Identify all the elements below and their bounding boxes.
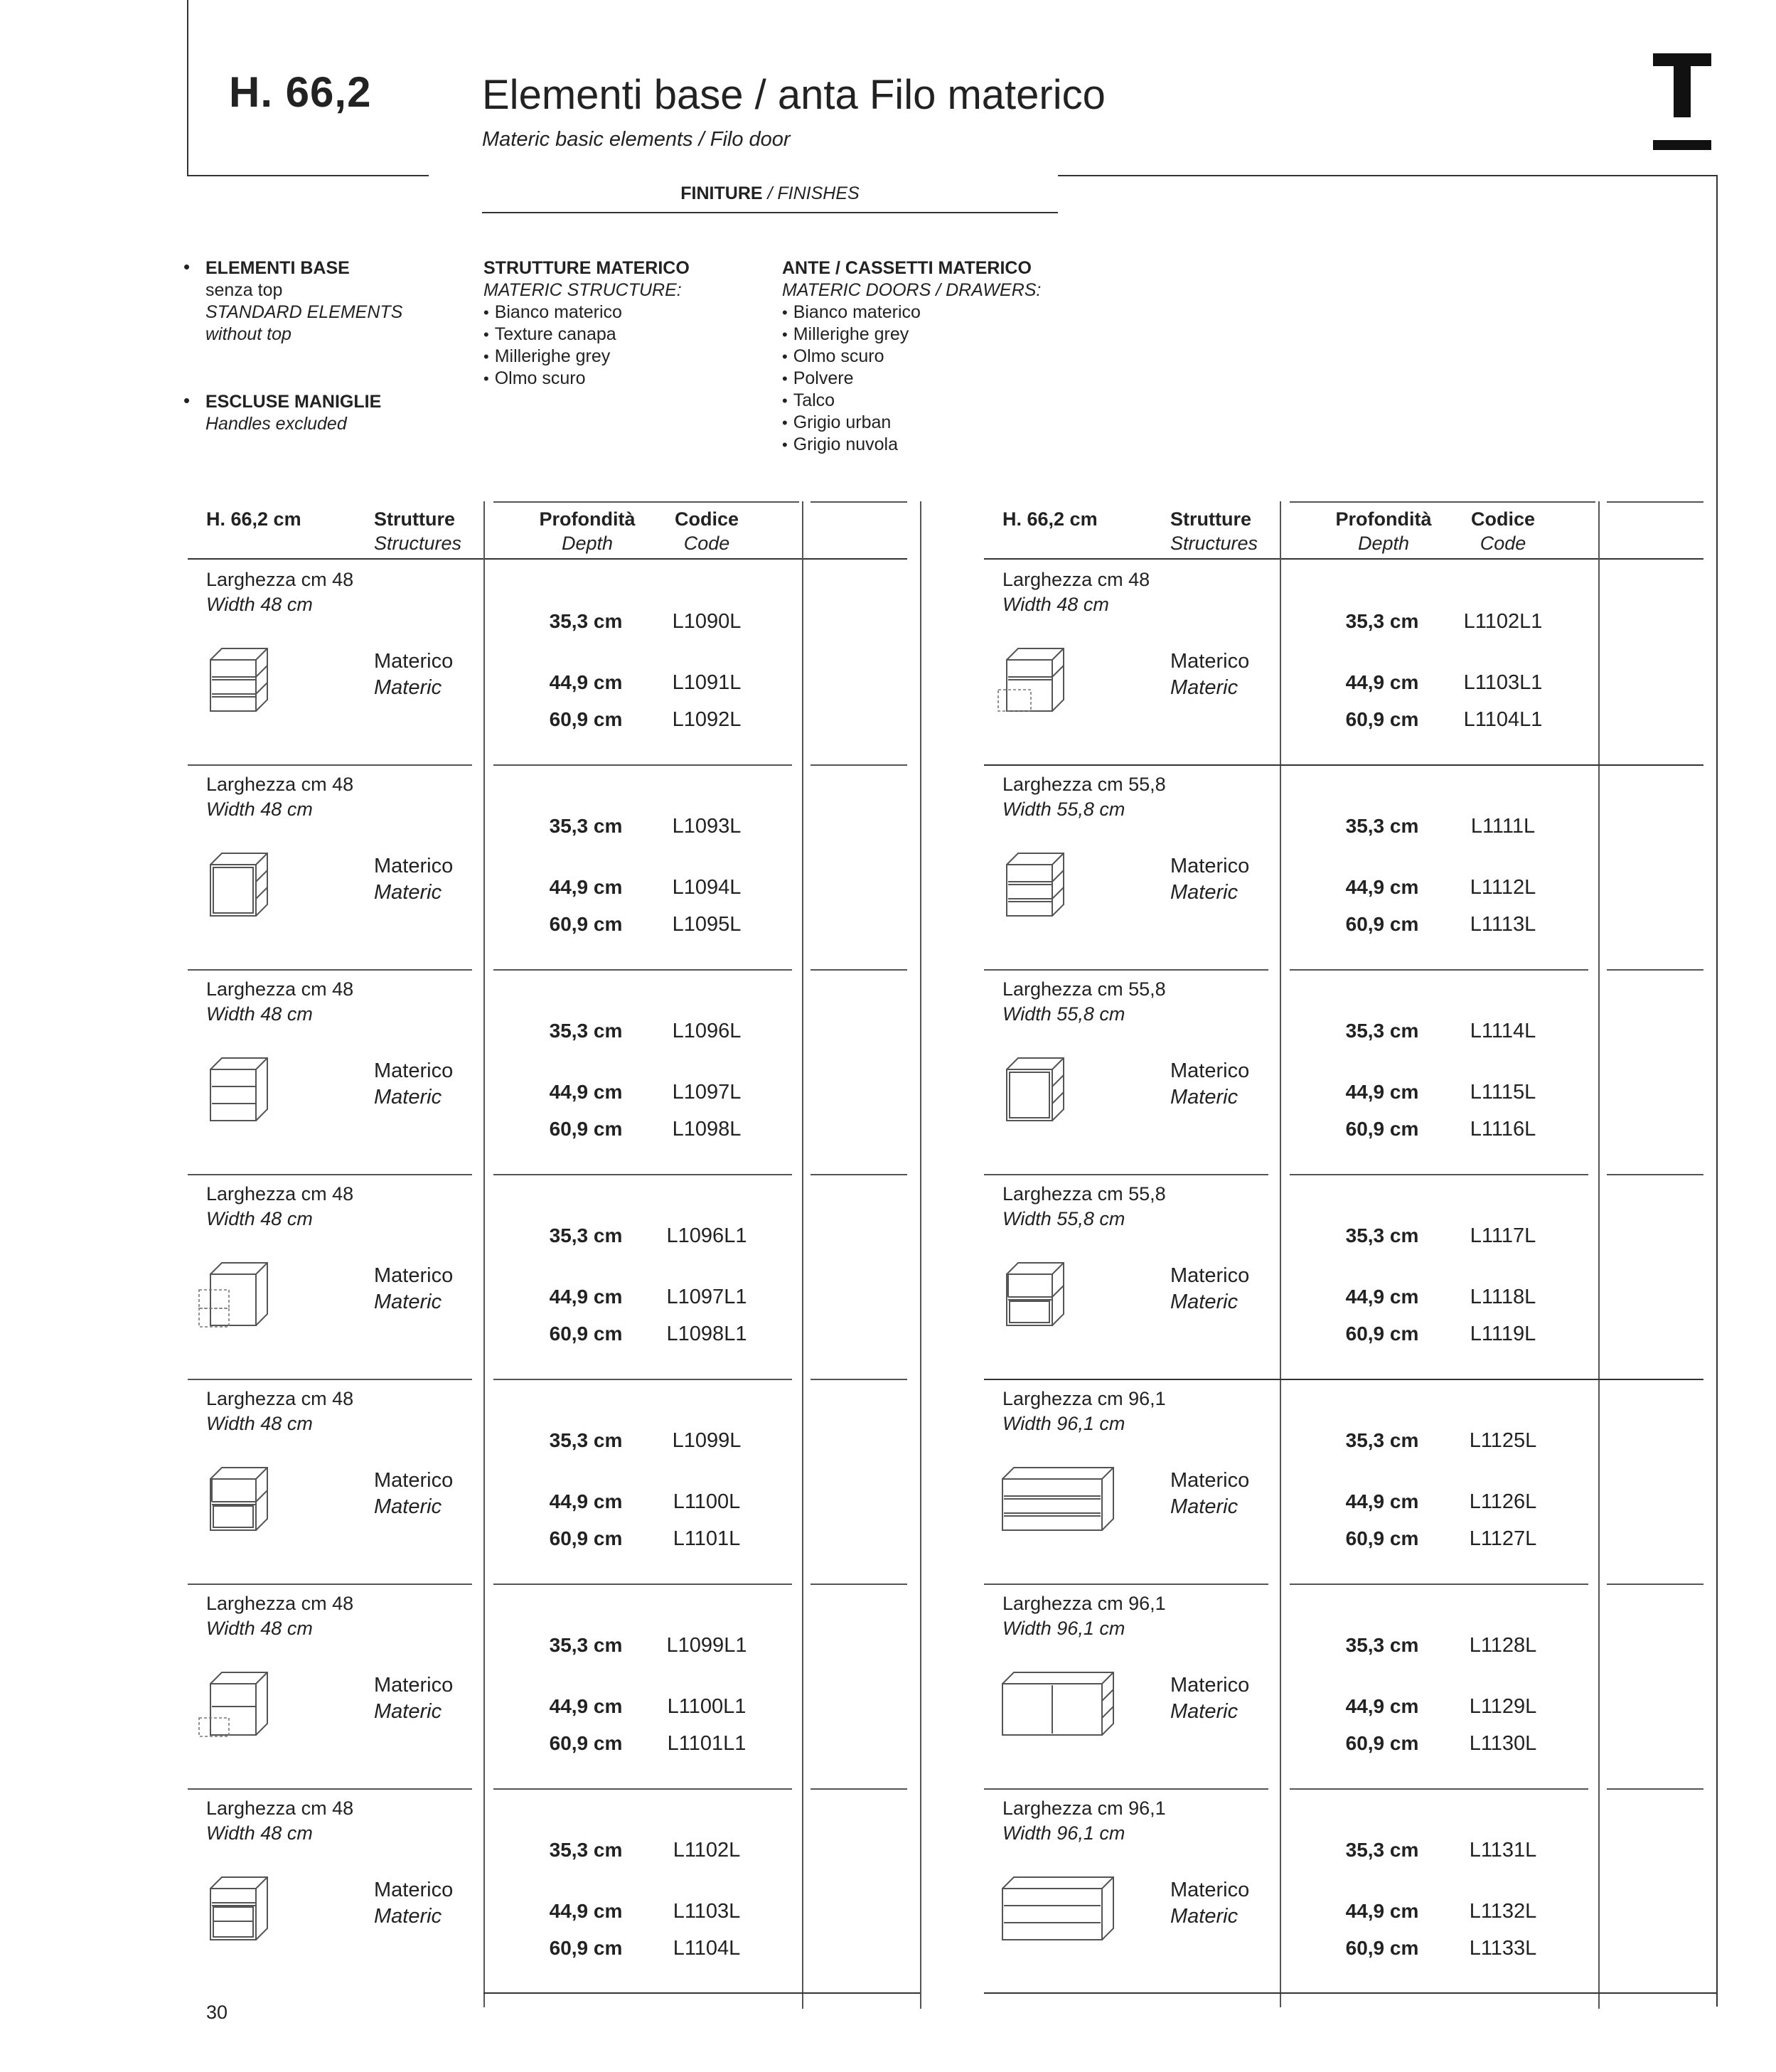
left-depth-value: 35,3 cm bbox=[549, 1839, 623, 1861]
left-depth-value: 35,3 cm bbox=[549, 610, 623, 632]
right-row-structure bbox=[1170, 1263, 1249, 1315]
frame-left-vertical bbox=[187, 0, 188, 176]
left-product-code: L1100L bbox=[673, 1490, 741, 1513]
structure-en: Materic bbox=[1170, 1495, 1239, 1518]
right-row-separator bbox=[1290, 969, 1588, 971]
structure-en: Materic bbox=[374, 1495, 442, 1518]
left-row-separator bbox=[811, 764, 907, 766]
depth-header-en: Depth bbox=[1357, 533, 1410, 554]
width-it: Larghezza cm 96,1 bbox=[1002, 1593, 1166, 1614]
left-product-code: L1098L1 bbox=[666, 1323, 747, 1345]
width-en: Width 55,8 cm bbox=[1002, 1003, 1125, 1025]
left-depth-value: 44,9 cm bbox=[549, 1081, 623, 1103]
open-shelf-inner-drawer-icon bbox=[1005, 643, 1066, 714]
depth-header-it: Profondità bbox=[539, 508, 636, 530]
right-table-bottom-rule bbox=[984, 1992, 1716, 1994]
right-depth-value: 44,9 cm bbox=[1345, 1286, 1419, 1308]
left-product-code: L1093L bbox=[672, 815, 742, 838]
width-en: Width 96,1 cm bbox=[1002, 1618, 1125, 1639]
right-depth-value: 60,9 cm bbox=[1345, 1732, 1419, 1754]
finishes-label: / FINISHES bbox=[767, 183, 860, 203]
left-product-code: L1092L bbox=[672, 708, 742, 731]
left-product-code: L1102L bbox=[673, 1839, 741, 1862]
left-row-width-label bbox=[206, 567, 353, 617]
left-row-separator bbox=[493, 1788, 792, 1790]
right-row-width-label bbox=[1002, 567, 1150, 617]
left-row-width-label bbox=[206, 1796, 353, 1846]
right-header-top-rule-last bbox=[1607, 501, 1703, 503]
right-depth-value: 35,3 cm bbox=[1345, 1839, 1419, 1861]
structure-it: Materico bbox=[374, 1059, 454, 1082]
width-en: Width 55,8 cm bbox=[1002, 799, 1125, 820]
elementi-base-line1: senza top bbox=[205, 280, 283, 300]
ante-finish-item: • Millerighe grey bbox=[782, 324, 1041, 346]
right-product-code: L1103L1 bbox=[1463, 671, 1543, 694]
right-row-width-label bbox=[1002, 1182, 1166, 1232]
right-row-structure bbox=[1170, 1672, 1249, 1725]
right-depth-value: 44,9 cm bbox=[1345, 876, 1419, 898]
structure-it: Materico bbox=[1170, 1879, 1250, 1901]
three-drawers-icon bbox=[209, 1052, 270, 1123]
left-column-divider bbox=[920, 501, 921, 2009]
left-product-code: L1104L bbox=[673, 1937, 741, 1960]
finiture-underline bbox=[482, 212, 1058, 213]
left-header-top-rule bbox=[493, 501, 799, 503]
ante-finish-item: • Polvere bbox=[782, 368, 1041, 390]
wide-open-shelves-icon bbox=[1024, 1462, 1085, 1533]
ante-block bbox=[782, 257, 1041, 456]
right-depth-value: 44,9 cm bbox=[1345, 1900, 1419, 1922]
right-table-height-header: H. 66,2 cm bbox=[1002, 508, 1098, 530]
left-row-separator bbox=[493, 1379, 792, 1380]
bullet-elementi: • bbox=[183, 256, 191, 277]
structure-en: Materic bbox=[374, 881, 442, 904]
brand-logo-t-icon bbox=[1653, 53, 1711, 153]
left-row-structure bbox=[374, 1058, 453, 1111]
left-depth-value: 44,9 cm bbox=[549, 671, 623, 693]
strutture-finish-item: • Olmo scuro bbox=[483, 368, 690, 390]
right-row-separator bbox=[1290, 1174, 1588, 1175]
right-product-code: L1104L1 bbox=[1463, 708, 1543, 731]
right-header-top-rule bbox=[1290, 501, 1595, 503]
open-shelf-two-drawers-icon bbox=[209, 1871, 270, 1943]
right-depth-value: 35,3 cm bbox=[1345, 815, 1419, 837]
wide-three-drawers-icon bbox=[1024, 1871, 1085, 1943]
right-table-structures-header bbox=[1170, 507, 1258, 555]
open-two-shelves-icon bbox=[209, 643, 270, 714]
right-row-width-label bbox=[1002, 1591, 1166, 1641]
structures-header-en: Structures bbox=[1170, 533, 1258, 554]
right-row-separator bbox=[984, 969, 1268, 971]
page-subtitle: Materic basic elements / Filo door bbox=[482, 128, 791, 151]
code-header-en: Code bbox=[1480, 533, 1526, 554]
ante-list bbox=[782, 301, 1041, 456]
left-row-separator bbox=[493, 1174, 792, 1175]
elementi-base-title: ELEMENTI BASE bbox=[205, 258, 350, 278]
ante-finish-item: • Grigio urban bbox=[782, 412, 1041, 434]
right-product-code: L1132L bbox=[1469, 1900, 1537, 1923]
width-en: Width 48 cm bbox=[206, 1003, 313, 1025]
structure-en: Materic bbox=[1170, 881, 1239, 904]
right-row-structure bbox=[1170, 853, 1249, 906]
structure-en: Materic bbox=[374, 1086, 442, 1109]
right-depth-value: 44,9 cm bbox=[1345, 671, 1419, 693]
right-product-code: L1113L bbox=[1470, 913, 1536, 936]
strutture-block bbox=[483, 257, 690, 390]
structure-it: Materico bbox=[374, 1674, 454, 1697]
left-row-width-label bbox=[206, 1591, 353, 1641]
width-en: Width 48 cm bbox=[206, 1822, 313, 1844]
structure-en: Materic bbox=[1170, 1700, 1239, 1723]
structure-it: Materico bbox=[374, 1879, 454, 1901]
width-it: Larghezza cm 55,8 bbox=[1002, 774, 1166, 795]
right-row-separator bbox=[1607, 969, 1703, 971]
structure-en: Materic bbox=[1170, 676, 1239, 699]
left-row-separator bbox=[188, 969, 472, 971]
strutture-finish-item: • Texture canapa bbox=[483, 324, 690, 346]
escluse-block bbox=[205, 391, 381, 435]
right-product-code: L1130L bbox=[1469, 1732, 1537, 1755]
structure-en: Materic bbox=[374, 1291, 442, 1313]
structure-it: Materico bbox=[374, 1264, 454, 1287]
left-row-width-label bbox=[206, 1182, 353, 1232]
right-depth-value: 60,9 cm bbox=[1345, 1937, 1419, 1959]
finiture-label: FINITURE bbox=[680, 183, 763, 203]
left-row-structure bbox=[374, 1877, 453, 1930]
door-with-inner-drawers-icon bbox=[209, 1257, 270, 1328]
left-row-structure bbox=[374, 1468, 453, 1520]
left-product-code: L1096L1 bbox=[666, 1224, 747, 1247]
page-title: Elementi base / anta Filo materico bbox=[482, 72, 1106, 118]
escluse-title: ESCLUSE MANIGLIE bbox=[205, 392, 382, 412]
right-product-code: L1118L bbox=[1470, 1286, 1536, 1308]
left-row-separator bbox=[811, 1788, 907, 1790]
ante-finish-item: • Grigio nuvola bbox=[782, 434, 1041, 456]
right-row-separator bbox=[984, 1379, 1703, 1380]
right-row-separator bbox=[984, 1788, 1268, 1790]
strutture-list bbox=[483, 301, 690, 390]
structure-it: Materico bbox=[1170, 855, 1250, 877]
strutture-subtitle: MATERIC STRUCTURE: bbox=[483, 280, 682, 300]
left-row-structure bbox=[374, 1672, 453, 1725]
right-row-width-label bbox=[1002, 977, 1166, 1027]
right-depth-value: 35,3 cm bbox=[1345, 1634, 1419, 1656]
code-header-it: Codice bbox=[1470, 508, 1536, 530]
left-product-code: L1099L bbox=[672, 1429, 742, 1452]
right-row-width-label bbox=[1002, 1387, 1166, 1436]
structure-en: Materic bbox=[1170, 1291, 1239, 1313]
left-product-code: L1099L1 bbox=[666, 1634, 747, 1657]
right-depth-value: 35,3 cm bbox=[1345, 1429, 1419, 1451]
left-row-width-label bbox=[206, 1387, 353, 1436]
structure-en: Materic bbox=[1170, 1086, 1239, 1109]
left-row-separator bbox=[811, 1379, 907, 1380]
open-shelf-and-drawer-icon bbox=[1005, 1257, 1066, 1328]
left-product-code: L1103L bbox=[673, 1900, 741, 1923]
left-product-code: L1097L1 bbox=[666, 1286, 747, 1308]
left-row-separator bbox=[811, 1584, 907, 1585]
right-row-separator bbox=[984, 764, 1703, 766]
right-row-width-label bbox=[1002, 1796, 1166, 1846]
right-row-separator bbox=[984, 1584, 1268, 1585]
left-row-separator bbox=[188, 1174, 472, 1175]
ante-finish-item: • Talco bbox=[782, 390, 1041, 412]
width-it: Larghezza cm 96,1 bbox=[1002, 1798, 1166, 1819]
structures-header-it: Strutture bbox=[374, 508, 455, 530]
left-depth-value: 60,9 cm bbox=[549, 1323, 623, 1345]
structure-it: Materico bbox=[1170, 1674, 1250, 1697]
width-it: Larghezza cm 55,8 bbox=[1002, 978, 1166, 1000]
left-product-code: L1100L1 bbox=[667, 1695, 747, 1718]
code-header-it: Codice bbox=[674, 508, 739, 530]
right-column-divider bbox=[1280, 558, 1281, 2007]
ante-title: ANTE / CASSETTI MATERICO bbox=[782, 258, 1032, 278]
open-two-shelves-icon bbox=[1005, 848, 1066, 919]
right-row-structure bbox=[1170, 648, 1249, 701]
right-row-separator bbox=[1607, 1788, 1703, 1790]
width-it: Larghezza cm 48 bbox=[206, 978, 354, 1000]
left-row-separator bbox=[188, 764, 472, 766]
left-depth-value: 60,9 cm bbox=[549, 708, 623, 730]
right-depth-value: 60,9 cm bbox=[1345, 708, 1419, 730]
right-product-code: L1117L bbox=[1470, 1224, 1536, 1247]
left-column-divider bbox=[802, 501, 803, 2009]
right-depth-value: 44,9 cm bbox=[1345, 1081, 1419, 1103]
width-en: Width 48 cm bbox=[206, 1618, 313, 1639]
page-number: 30 bbox=[206, 2002, 228, 2023]
width-en: Width 96,1 cm bbox=[1002, 1413, 1125, 1434]
right-row-separator bbox=[1290, 1584, 1588, 1585]
structure-it: Materico bbox=[374, 855, 454, 877]
left-row-separator bbox=[188, 1379, 472, 1380]
strutture-title: STRUTTURE MATERICO bbox=[483, 258, 690, 278]
left-column-divider bbox=[483, 558, 485, 2007]
ante-subtitle: MATERIC DOORS / DRAWERS: bbox=[782, 280, 1042, 300]
width-it: Larghezza cm 96,1 bbox=[1002, 1388, 1166, 1409]
right-product-code: L1131L bbox=[1469, 1839, 1537, 1862]
left-product-code: L1098L bbox=[672, 1118, 742, 1141]
right-product-code: L1126L bbox=[1469, 1490, 1537, 1513]
depth-header-en: Depth bbox=[561, 533, 614, 554]
right-depth-value: 35,3 cm bbox=[1345, 1224, 1419, 1246]
left-depth-value: 60,9 cm bbox=[549, 1937, 623, 1959]
right-column-divider bbox=[1598, 501, 1600, 2009]
right-table-depth-header bbox=[1312, 507, 1455, 555]
left-depth-value: 35,3 cm bbox=[549, 1429, 623, 1451]
left-depth-value: 60,9 cm bbox=[549, 1527, 623, 1549]
left-row-separator bbox=[493, 969, 792, 971]
structure-en: Materic bbox=[374, 676, 442, 699]
left-row-structure bbox=[374, 648, 453, 701]
structure-en: Materic bbox=[1170, 1905, 1239, 1928]
left-product-code: L1101L1 bbox=[667, 1732, 747, 1755]
right-product-code: L1112L bbox=[1470, 876, 1536, 899]
right-product-code: L1125L bbox=[1469, 1429, 1537, 1452]
left-row-separator bbox=[493, 764, 792, 766]
width-en: Width 48 cm bbox=[206, 1413, 313, 1434]
left-row-separator bbox=[188, 1584, 472, 1585]
right-depth-value: 60,9 cm bbox=[1345, 1118, 1419, 1140]
width-it: Larghezza cm 48 bbox=[206, 1593, 354, 1614]
left-row-structure bbox=[374, 1263, 453, 1315]
structure-it: Materico bbox=[1170, 1059, 1250, 1082]
structures-header-en: Structures bbox=[374, 533, 462, 554]
right-depth-value: 60,9 cm bbox=[1345, 1323, 1419, 1345]
left-product-code: L1096L bbox=[672, 1020, 742, 1042]
frame-top-right-horizontal bbox=[1058, 175, 1718, 176]
left-depth-value: 44,9 cm bbox=[549, 1490, 623, 1512]
left-depth-value: 60,9 cm bbox=[549, 913, 623, 935]
depth-header-it: Profondità bbox=[1335, 508, 1432, 530]
right-depth-value: 44,9 cm bbox=[1345, 1695, 1419, 1717]
elementi-base-line2: STANDARD ELEMENTS bbox=[205, 302, 403, 322]
left-table-structures-header bbox=[374, 507, 461, 555]
right-product-code: L1129L bbox=[1469, 1695, 1537, 1718]
frame-right-vertical bbox=[1716, 175, 1718, 2007]
right-row-structure bbox=[1170, 1468, 1249, 1520]
ante-finish-item: • Bianco materico bbox=[782, 301, 1041, 324]
wide-double-door-icon bbox=[1024, 1667, 1085, 1738]
structure-it: Materico bbox=[1170, 1469, 1250, 1492]
frame-top-left-horizontal bbox=[187, 175, 429, 176]
left-depth-value: 44,9 cm bbox=[549, 876, 623, 898]
left-product-code: L1101L bbox=[673, 1527, 741, 1550]
structure-en: Materic bbox=[374, 1700, 442, 1723]
right-depth-value: 44,9 cm bbox=[1345, 1490, 1419, 1512]
left-product-code: L1094L bbox=[672, 876, 742, 899]
left-depth-value: 35,3 cm bbox=[549, 1020, 623, 1042]
right-product-code: L1116L bbox=[1470, 1118, 1536, 1141]
left-row-separator bbox=[811, 969, 907, 971]
left-row-separator bbox=[188, 1788, 472, 1790]
escluse-line1: Handles excluded bbox=[205, 414, 347, 434]
right-row-width-label bbox=[1002, 772, 1166, 822]
structure-en: Materic bbox=[374, 1905, 442, 1928]
left-depth-value: 60,9 cm bbox=[549, 1732, 623, 1754]
drawers-with-inner-drawer-icon bbox=[209, 1667, 270, 1738]
left-row-width-label bbox=[206, 772, 353, 822]
strutture-finish-item: • Millerighe grey bbox=[483, 346, 690, 368]
width-it: Larghezza cm 48 bbox=[206, 774, 354, 795]
left-table-depth-header bbox=[516, 507, 658, 555]
elementi-base-line3: without top bbox=[205, 324, 291, 344]
left-depth-column-left-edge bbox=[483, 501, 485, 558]
right-product-code: L1115L bbox=[1470, 1081, 1536, 1104]
width-it: Larghezza cm 48 bbox=[206, 1798, 354, 1819]
left-product-code: L1097L bbox=[672, 1081, 742, 1104]
width-it: Larghezza cm 55,8 bbox=[1002, 1183, 1166, 1205]
left-product-code: L1090L bbox=[672, 610, 742, 633]
right-product-code: L1127L bbox=[1469, 1527, 1537, 1550]
width-en: Width 96,1 cm bbox=[1002, 1822, 1125, 1844]
right-product-code: L1133L bbox=[1469, 1937, 1537, 1960]
left-row-separator bbox=[811, 1174, 907, 1175]
right-depth-value: 35,3 cm bbox=[1345, 1020, 1419, 1042]
right-product-code: L1128L bbox=[1469, 1634, 1537, 1657]
left-header-bottom-rule bbox=[188, 558, 907, 560]
left-depth-value: 44,9 cm bbox=[549, 1900, 623, 1922]
left-table-code-header bbox=[643, 507, 771, 555]
right-row-separator bbox=[1607, 1174, 1703, 1175]
right-header-bottom-rule bbox=[984, 558, 1703, 560]
width-en: Width 48 cm bbox=[1002, 594, 1109, 615]
left-table-bottom-rule bbox=[483, 1992, 920, 1994]
single-door-icon bbox=[1005, 1052, 1066, 1123]
right-table-code-header bbox=[1439, 507, 1567, 555]
width-it: Larghezza cm 48 bbox=[1002, 569, 1150, 590]
left-product-code: L1095L bbox=[672, 913, 742, 936]
right-depth-value: 35,3 cm bbox=[1345, 610, 1419, 632]
structures-header-it: Strutture bbox=[1170, 508, 1251, 530]
width-en: Width 48 cm bbox=[206, 1208, 313, 1229]
left-row-width-label bbox=[206, 977, 353, 1027]
right-row-separator bbox=[984, 1174, 1268, 1175]
height-label: H. 66,2 bbox=[229, 68, 372, 116]
right-row-separator bbox=[1290, 1788, 1588, 1790]
width-en: Width 48 cm bbox=[206, 799, 313, 820]
open-shelf-and-drawer-icon bbox=[209, 1462, 270, 1533]
right-depth-value: 60,9 cm bbox=[1345, 1527, 1419, 1549]
right-row-structure bbox=[1170, 1058, 1249, 1111]
elementi-base-block bbox=[205, 257, 402, 346]
left-table-height-header: H. 66,2 cm bbox=[206, 508, 301, 530]
right-depth-value: 60,9 cm bbox=[1345, 913, 1419, 935]
right-product-code: L1114L bbox=[1470, 1020, 1536, 1042]
structure-it: Materico bbox=[374, 650, 454, 673]
left-row-structure bbox=[374, 853, 453, 906]
width-it: Larghezza cm 48 bbox=[206, 569, 354, 590]
structure-it: Materico bbox=[374, 1469, 454, 1492]
ante-finish-item: • Olmo scuro bbox=[782, 346, 1041, 368]
width-en: Width 48 cm bbox=[206, 594, 313, 615]
strutture-finish-item: • Bianco materico bbox=[483, 301, 690, 324]
code-header-en: Code bbox=[683, 533, 730, 554]
left-row-separator bbox=[493, 1584, 792, 1585]
left-product-code: L1091L bbox=[672, 671, 742, 694]
right-row-separator bbox=[1607, 1584, 1703, 1585]
width-en: Width 55,8 cm bbox=[1002, 1208, 1125, 1229]
left-depth-value: 35,3 cm bbox=[549, 815, 623, 837]
left-depth-value: 35,3 cm bbox=[549, 1224, 623, 1246]
right-product-code: L1111L bbox=[1470, 815, 1536, 838]
structure-it: Materico bbox=[1170, 650, 1250, 673]
width-it: Larghezza cm 48 bbox=[206, 1388, 354, 1409]
left-header-top-rule-last bbox=[811, 501, 907, 503]
left-depth-value: 44,9 cm bbox=[549, 1286, 623, 1308]
right-row-structure bbox=[1170, 1877, 1249, 1930]
left-depth-value: 44,9 cm bbox=[549, 1695, 623, 1717]
right-product-code: L1102L1 bbox=[1463, 610, 1543, 633]
left-depth-value: 60,9 cm bbox=[549, 1118, 623, 1140]
single-door-icon bbox=[209, 848, 270, 919]
width-it: Larghezza cm 48 bbox=[206, 1183, 354, 1205]
structure-it: Materico bbox=[1170, 1264, 1250, 1287]
left-depth-value: 35,3 cm bbox=[549, 1634, 623, 1656]
finiture-heading bbox=[482, 183, 1058, 204]
right-product-code: L1119L bbox=[1470, 1323, 1536, 1345]
right-depth-column-left-edge bbox=[1280, 501, 1281, 558]
bullet-escluse: • bbox=[183, 390, 191, 411]
